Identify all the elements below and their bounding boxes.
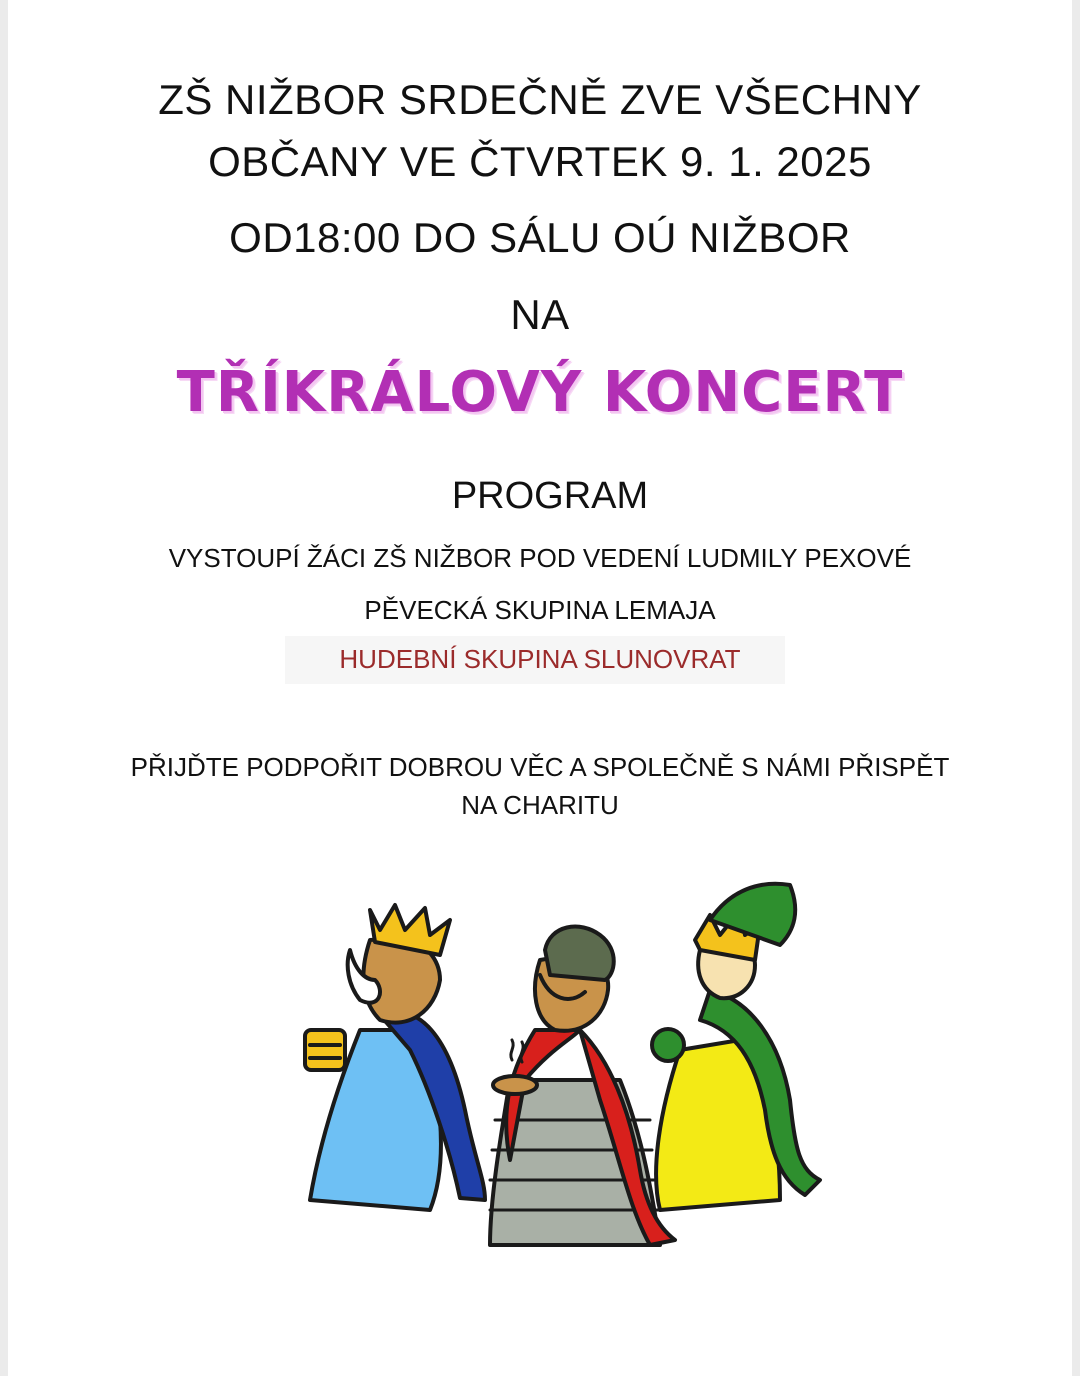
- invitation-line-3: OD18:00 DO SÁLU OÚ NIŽBOR: [229, 214, 851, 261]
- blue-king-icon: [305, 905, 485, 1210]
- three-kings-illustration: [300, 880, 830, 1260]
- program-item-1: VYSTOUPÍ ŽÁCI ZŠ NIŽBOR POD VEDENÍ LUDMILY PEXOVÉ: [168, 543, 912, 573]
- grey-king-icon: [490, 927, 675, 1245]
- appeal-line-1: PŘIJĎTE PODPOŘIT DOBROU VĚC A SPOLEČNĚ S NÁMI PŘISPĚT: [130, 752, 950, 782]
- invitation-line-4: NA: [510, 291, 570, 338]
- yellow-king-icon: [652, 884, 820, 1210]
- invitation-line-2: OBČANY VE ČTVRTEK 9. 1. 2025: [208, 138, 872, 185]
- appeal-line-2: NA CHARITU: [461, 790, 619, 820]
- invitation-line-1: ZŠ NIŽBOR SRDEČNĚ ZVE VŠECHNY: [158, 76, 922, 123]
- program-heading: PROGRAM: [451, 475, 649, 517]
- concert-title: TŘÍKRÁLOVÝ KONCERT: [176, 360, 904, 425]
- program-item-3: HUDEBNÍ SKUPINA SLUNOVRAT: [339, 644, 741, 674]
- program-item-2: PĚVECKÁ SKUPINA LEMAJA: [364, 595, 716, 625]
